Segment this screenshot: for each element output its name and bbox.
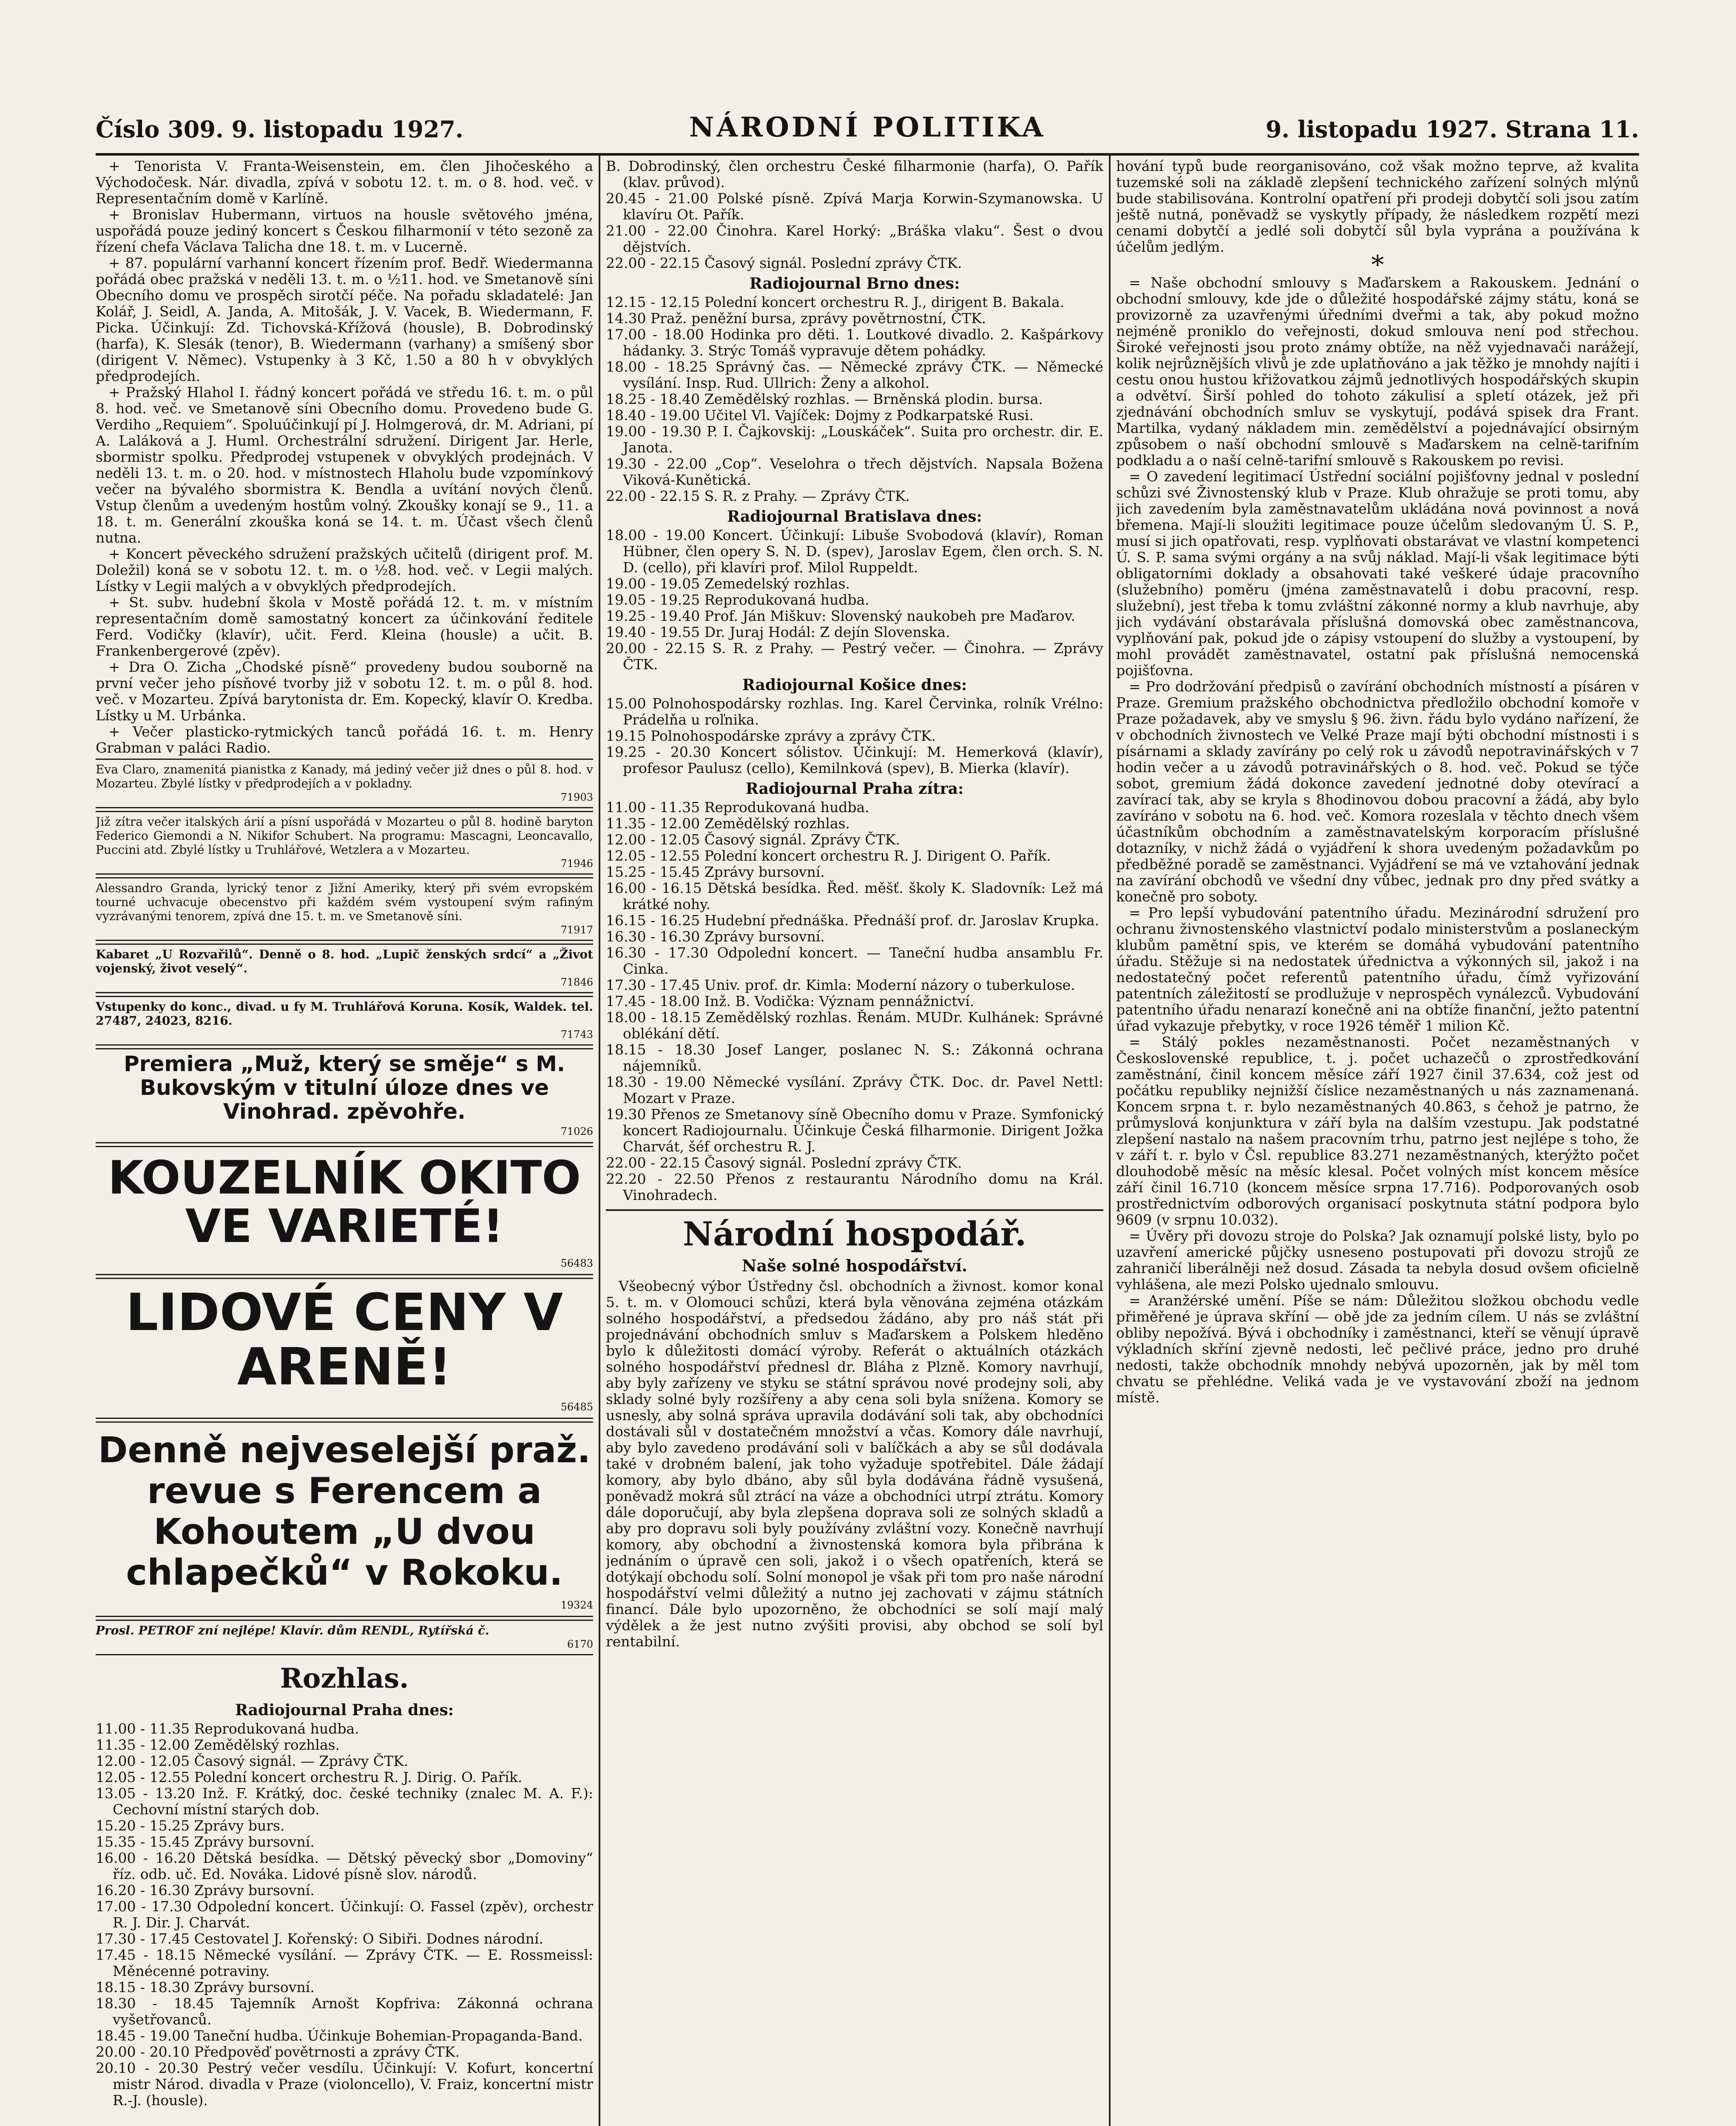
radio-schedule: 18.00 - 19.00 Koncert. Účinkují: Libuše Svobodová (klavír), Roman Hübner, člen opery S. N. D. (spev), Jaroslav Egem, člen orch. S. N. D. (cello), při klavíri prof. Milol Ruppeldt. 19.00 - 19.05 Zemedelský rozhlas. 19.05 - 19.25 Reprodukovaná hudba. 19.25 - 19.40 Prof. Ján Miškuv: Slovenský naukobeh pre Maďarov. 19.40 - 19.55 Dr. Juraj Hodál: Z dejín Slovenska. 20.00 - 22.15 S. R. z Prahy. — Pestrý večer. — Činohra. — Zprávy ČTK. [606,527,1103,673]
advertisement-revue: Denně nejveselejší praž. revue s Ferencem a Kohoutem „U dvou chlapečků“ v Rokoku. 19324 [96,1421,593,1617]
masthead-rule [96,153,1639,156]
masthead [96,111,1639,154]
notice: + Bronislav Hubermann, virtuos na housle světového jména, uspořádá pouze jediný koncert s Českou filharmonií v této sezoně za řízení chefa Václava Talicha dne 18. t. m. v Lucerně. [96,206,593,255]
rozhlas-title: Rozhlas. [280,1663,409,1694]
advertisement: Eva Claro, znamenitá pianistka z Kanady, má jediný večer již dnes o půl 8. hod. v Mozarteu. Zbylé lístky v předprodejích a v pokladny. 71903 [96,759,593,808]
news-item: = Stálý pokles nezaměstnanosti. Počet nezaměstnaných v Československé republice, t. j. počet uchazečů o zprostředkování zaměstnání, činil koncem měsíce září 1927 činil 37.634, což jest od počátku republiky nejnižší číslice nezaměstnaných u nás zaznamenaná. Koncem srpna t. r. bylo nezaměstnaných 40.863, s čehož je patrno, že průmyslová konjunktura v září byla na dalším vzestupu. Jak podstatné zlepšení nastalo na našem pracovním trhu, patrno jest nejlépe s toho, že v září t. r. bylo v Čsl. republice 83.271 nezaměstnaných, kterýžto počet dlouhodobě měsíc na měsíc klesal. Počet volných míst koncem měsíce září činil 16.710 (koncem měsíce srpna 17.716). Podporovaných osob prostřednictvím odborových organisací poskytnuta státní podpora bylo 9609 (v srpnu 10.032). [1116,1034,1639,1228]
radio-heading: Radiojournal Bratislava dnes: [727,508,982,526]
notice: + Tenorista V. Franta-Weisenstein, em. člen Jihočeského a Východočesk. Nár. divadla, zpívá v sobotu 12. t. m. o 8. hod. več. v Representačním domě v Karlíně. [96,158,593,207]
advertisement: Již zítra večer italských árií a písní uspořádá v Mozarteu o půl 8. hodině baryton Federico Giemondi a N. Nikifor Schubert. Na programu: Mascagni, Leoncavallo, Puccini atd. Zbylé lístky u Truhlářové, Wetzlera a v Mozarteu. 71946 [96,811,593,875]
radio-schedule: 11.00 - 11.35 Reprodukovaná hudba. 11.35 - 12.00 Zemědělský rozhlas. 12.00 - 12.05 Časový signál. — Zprávy ČTK. 12.05 - 12.55 Polední koncert orchestru R. J. Dirig. O. Pařík. 13.05 - 13.20 Inž. F. Krátký, doc. české techniky (znalec M. A. F.): Cechovní místní starých dob. 15.20 - 15.25 Zprávy burs. 15.35 - 15.45 Zprávy bursovní. 16.00 - 16.20 Dětská besídka. — Dětský pěvecký sbor „Domoviny“ říz. odb. uč. Ed. Nováka. Lidové písně slov. národů. 16.20 - 16.30 Zprávy bursovní. 17.00 - 17.30 Odpolední koncert. Účinkují: O. Fassel (zpěv), orchestr R. J. Dir. J. Charvát. 17.30 - 17.45 Cestovatel J. Kořenský: O Sibiři. Dodnes národní. 17.45 - 18.15 Německé vysílání. — Zprávy ČTK. — E. Rossmeissl: Měnécenné potraviny. 18.15 - 18.30 Zprávy bursovní. 18.30 - 18.45 Tajemník Arnošt Kopfriva: Zákonná ochrana vyšetřovanců. 18.45 - 19.00 Taneční hudba. Účinkuje Bohemian-Propaganda-Band. 20.00 - 20.10 Předpověď povětrnosti a zprávy ČTK. 20.10 - 20.30 Pestrý večer vesdílu. Účinkují: V. Kofurt, koncertní mistr Národ. divadla v Praze (violoncello), V. Fraiz, koncertní mistr R.-J. (housle). [96,1720,593,2109]
column-1 [96,158,593,2126]
section-rule [606,1209,1103,1211]
advertisement-lidove-ceny: LIDOVÉ CENY V ARENĚ! 56485 [96,1278,593,1419]
article-body: Všeobecný výbor Ústředny čsl. obchodních a živnost. komor konal 5. t. m. v Olomouci schůzi, která byla věnována zejména otázkám solného hospodářství, a předsedou žádáno, aby pro náš stát při projednávání obchodních smluv s Maďarskem a Polskem hleděno bylo k důležitosti domácí výroby. Referát o aktuálních otázkách solného hospodářství přednesl dr. Bláha z Plzně. Komory navrhují, aby byly zařízeny ve styku se státní správou nové prodejny soli, aby sklady solné byly rozšířeny a aby cena soli byla snížena. Komory se usnesly, aby solná správa upravila dodávání soli tak, aby obchodníci dostávali sůl v dostatečném množství a včas. Komory dále navrhují, aby bylo zavedeno prodávání soli v balíčkách a aby se sůl dodávala také v drobném balení, jak toho vyžaduje spotřebitel. Dále žádají komory, aby bylo dbáno, aby sůl byla dodávána řádně vysušená, poněvadž mokrá sůl ztrácí na váze a obchodníci utrpí ztrátu. Komory dále doporučují, aby byla zlepšena doprava soli ze solných skladů a aby pro dopravu soli byly používány zvláštní vozy. Konečně navrhují komory, aby obchodní a živnostenská komora byla přibrána k jednáním o úpravě cen soli, jakož i o všech opatřeních, která se dotýkají obchodu solí. Solní monopol je však při tom pro naše národní hospodářství velmi důležitý a nutno jej zachovati v zájmu státních financí. Dále bylo upozorněno, že obchodníci se solí mají malý výdělek a že jest nutno zvýšiti provisi, aby obchod se solí byl rentabilní. [606,1278,1103,1650]
section-title: Národní hospodář. [682,1215,1027,1253]
radio-heading: Radiojournal Brno dnes: [749,275,960,293]
news-item: = Pro dodržování předpisů o zavírání obchodních místností a písáren v Praze. Gremium pražského obchodnictva předložilo obchodní komoře v Praze požadavek, aby ve smyslu § 96. živn. řádu bylo vydáno nařízení, že v obchodních živnostech ve Velké Praze mají býti obchodní místnosti i s písárnami a sklady zavírány po celý rok u závodů nepotravinářských v 7 hodin večer a u závodů potravinářských o 8. hod. več. Pokud se týče sobot, gremium žádá dokonce zavedení jednotné doby otevírací a zavírací tak, aby se kryla s 8hodinovou dobou pracovní a žádá, aby bylo zavíráno v sobotu na 6. hod. več. Komora rozeslala v těchto dnech všem účastníkům obchodním a zaměstnavatelským korporacím příslušné dotazníky, v nichž žádá o vyjádření k shora uvedeným požadavkům po předběžné poradě se zaměstnanci. Vyjádření se má ve vztahování jednak na zavírání obchodů ve všední dny vůbec, jednak pro dny před svátky a konečně pro soboty. [1116,678,1639,905]
notice: + Večer plasticko-rytmických tanců pořádá 16. t. m. Henry Grabman v paláci Radio. [96,723,593,756]
news-item: = Pro lepší vybudování patentního úřadu. Mezinárodní sdružení pro ochranu živnostenského vlastnictví podalo ministerstvům a poslaneckým klubům pamětní spis, ve kterém se domáhá vybudování patentního úřadu. Stěžuje si na nedostatek úřednictva a výkonných sil, jakož i na nedostatečný počet referentů patentního úřadu, čímž vyřizování patentních záležitostí se prodlužuje v neprospěch vynálezců. Vybudování patentního úřadu nenarazí konečně ani na obtíže finanční, ježto patentní úřad vykazuje přebytky, v roce 1926 téměř 1 milion Kč. [1116,904,1639,1034]
notice: + St. subv. hudební škola v Mostě pořádá 12. t. m. v místním representačním domě samostatný koncert za účinkování ředitele Ferd. Vodičky (klavír), učit. Ferd. Kleina (housle) a učit. B. Frankenbergerové (zpěv). [96,594,593,659]
notice: + 87. populární varhanní koncert řízením prof. Bedř. Wiedermanna pořádá obec pražská v neděli 13. t. m. o ½11. hod. ve Smetanově síni Obecního domu ve prospěch sirotčí péče. Na pořadu skladatelé: Jan Kolář, J. Seidl, A. Janda, A. Mitošák, J. V. Vacek, B. Wiedermann, F. Picka. Účinkují: Zd. Tichovská-Křížová (housle), B. Dobrodinský (harfa), K. Slesák (tenor), B. Wiedermann (varhany) a smíšený sbor (dirigent V. Němec). Vstupenky à 3 Kč, 1.50 a 80 h v obvyklých předprodejích. [96,255,593,384]
column-3 [1116,158,1639,2126]
radio-heading: Radiojournal Praha zítra: [745,780,964,798]
column-2 [606,158,1103,2126]
notice: + Pražský Hlahol I. řádný koncert pořádá ve středu 16. t. m. o půl 8. hod. več. ve Smetanově síni Obecního domu. Provedeno bude G. Verdiho „Requiem“. Spoluúčinkují pí J. Holmgerová, dr. M. Adriani, pí A. Laláková a J. Huml. Orchestrální sdružení. Dirigent Jar. Herle, sbormistr spolku. Předprodej vstupenek v obvyklých prodejnách. V neděli 13. t. m. o 20. hod. v místnostech Hlaholu bude vzpomínkový večer na bývalého sbormistra K. Bendla a uvítání nových členů. Vstup členům a uvedeným hostům volný. Zkoušky konají se 9., 11. a 18. t. m. Generální zkouška koná se 14. t. m. Účast všech členů nutna. [96,384,593,546]
newspaper-title: NÁRODNÍ POLITIKA [689,111,1046,143]
radio-heading: Radiojournal Košice dnes: [742,676,967,694]
date-page-number: 9. listopadu 1927. Strana 11. [1265,116,1639,143]
article-title: Naše solné hospodářství. [742,1256,968,1275]
advertisement: Alessandro Granda, lyrický tenor z Jižní Ameriky, který při svém evropském tourné uchvacuje obecenstvo při každém svém vystoupení svým rafiným vyzrávanými tenorem, zpívá dne 15. t. m. ve Smetanově síni. 71917 [96,877,593,941]
news-item: = Naše obchodní smlouvy s Maďarskem a Rakouskem. Jednání o obchodní smlouvy, kde jde o důležité hospodářské zájmy státu, koná se provizorně za uzavřenými úředními dveřmi a tak, aby pokud možno nejméně proniklo do veřejnosti, dokud smlouva není pod střechou. Široké veřejnosti jsou proto známy obtíže, na něž vyjednavači narážejí, kolik nejrůznějších vlivů je zde uplatňováno a jak těžko je mnohdy najíti i cestu onou hustou křižovatkou zájmů jednotlivých hospodářských skupin a odvětví. Širší pohled do tohoto zákulisí a spletí otázek, jež při zjednávání obchodních smluv se vyskytují, podává spisek dra Frant. Martilka, vydaný nákladem min. zemědělství a pojednávající obsirným způsobem o naší obchodní smlouvě s Maďarskem na celně-tarifním podkladu a o naší celně-tarifní smlouvě s Rakouskem po revisi. [1116,274,1639,469]
column-divider [599,156,600,2126]
notice: + Koncert pěveckého sdružení pražských učitelů (dirigent prof. M. Doležil) koná se v sobotu 12. t. m. o ½8. hod. več. v Legii malých. Lístky v Legii malých a v obvyklých předprodejích. [96,546,593,594]
notice: + Dra O. Zicha „Chodské písně“ provedeny budou souborně na první večer jeho písňové tvorby již v sobotu 12. t. m. o půl 8. hod. več. v Mozarteu. Zpívá barytonista dr. Em. Kopecký, klavír O. Kredba. Lístky u M. Urbánka. [96,659,593,724]
radio-schedule: 15.00 Polnohospodársky rozhlas. Ing. Karel Červinka, rolník Vrélno: Prádelňa u roľnika. 19.15 Polnohospodárske zprávy a zprávy ČTK. 19.25 - 20.30 Koncert sólistov. Účinkují: M. Hemerková (klavír), profesor Paulusz (cello), Kemilnková (spev), B. Mierka (klavír). [606,695,1103,776]
radio-heading: Radiojournal Praha dnes: [235,1701,454,1719]
radio-schedule: 11.00 - 11.35 Reprodukovaná hudba. 11.35 - 12.00 Zemědělský rozhlas. 12.00 - 12.05 Časový signál. Zprávy ČTK. 12.05 - 12.55 Polední koncert orchestru R. J. Dirigent O. Pařík. 15.25 - 15.45 Zprávy bursovní. 16.00 - 16.15 Dětská besídka. Řed. měšť. školy K. Sladovník: Lež má krátké nohy. 16.15 - 16.25 Hudební přednáška. Přednáší prof. dr. Jaroslav Krupka. 16.30 - 16.30 Zprávy bursovní. 16.30 - 17.30 Odpolední koncert. — Taneční hudba ansamblu Fr. Cinka. 17.30 - 17.45 Univ. prof. dr. Kimla: Moderní názory o tuberkulose. 17.45 - 18.00 Inž. B. Vodička: Význam pennážnictví. 18.00 - 18.15 Zemědělský rozhlas. Řenám. MUDr. Kulhánek: Správné oblékání dětí. 18.15 - 18.30 Josef Langer, poslanec N. S.: Zákonná ochrana nájemníků. 18.30 - 19.00 Německé vysílání. Zprávy ČTK. Doc. dr. Pavel Nettl: Mozart v Praze. 19.30 Přenos ze Smetanovy síně Obecního domu v Praze. Symfonický koncert Radiojournalu. Účinkuje Česká filharmonie. Dirigent Jožka Charvát, šéf orchestru R. J. 22.00 - 22.15 Časový signál. Poslední zprávy ČTK. 22.20 - 22.50 Přenos z restaurantu Národního domu na Král. Vinohradech. [606,799,1103,1203]
separator-star: * [1371,250,1384,280]
column-divider [1109,156,1111,2126]
advertisement-okito: KOUZELNÍK OKITO VE VARIETÉ! 56483 [96,1146,593,1275]
news-item: = Aranžérské umění. Píše se nám: Důležitou složkou obchodu vedle přiměřené je úprava skříní — obě jde za jedním cílem. U nás se zvláštní obliby nepožívá. Bývá i obchodníky i zaměstnanci, kteří se věnují úpravě výkladních skříní zjevně nedosti, leč pečlivé práce, jedno pro druhé nedosti, takže obchodník mnohdy nebývá upozorněn, jak by měl tom chvatu se přehlédne. Veliká vada je ve vystavování zboží na jednom místě. [1116,1292,1639,1406]
article-continuation: hování typů bude reorganisováno, což však možno teprve, až kvalita tuzemské soli na základě zlepšení technického zařízení solných mlýnů bude stabilisována. Kontrolní opatření při prodeji dobytčí soli jsou zatím ještě nutná, poněvadž se vyskytly případy, že následkem rozpětí mezi cenami dobytčí a jedlé soli dobytčí sůl byla vyprána a používána k účelům jedlým. [1116,158,1639,255]
news-item: = Úvěry při dovozu stroje do Polska? Jak oznamují polské listy, bylo po uzavření americké půjčky usneseno postupovati při dovozu strojů ze zahraničí liberálněji než dosud. Zásada ta nebyla dosud ovšem oficielně vyhlášena, ale mezi Polsko ujednalo smlouvu. [1116,1228,1639,1293]
advertisement: Vstupenky do konc., divad. u fy M. Truhlářová Koruna. Kosík, Waldek. tel. 27487, 24023, 8216. 71743 [96,996,593,1046]
radio-schedule: 12.15 - 12.15 Polední koncert orchestru R. J., dirigent B. Bakala. 14.30 Praž. peněžní bursa, zprávy povětrnostní, ČTK. 17.00 - 18.00 Hodinka pro děti. 1. Loutkové divadlo. 2. Kašpárkovy hádanky. 3. Strýc Tomáš vypravuje dětem pohádky. 18.00 - 18.25 Správný čas. — Německé zprávy ČTK. — Německé vysílání. Insp. Rud. Ullrich: Ženy a alkohol. 18.25 - 18.40 Zemědělský rozhlas. — Brněnská plodin. bursa. 18.40 - 19.00 Učitel Vl. Vajíček: Dojmy z Podkarpatské Rusi. 19.00 - 19.30 P. I. Čajkovskij: „Louskáček“. Suita pro orchestr. dir. E. Janota. 19.30 - 22.00 „Cop“. Veselohra o třech dějstvích. Napsala Božena Viková-Kunětická. 22.00 - 22.15 S. R. z Prahy. — Zprávy ČTK. [606,294,1103,504]
advertisement-premiera: Premiera „Muž, který se směje“ s M. Bukovským v titulní úloze dnes ve Vinohrad. zpěvohře. 71026 [96,1048,593,1143]
radio-schedule: B. Dobrodinský, člen orchestru České filharmonie (harfa), O. Pařík (klav. průvod). 20.45 - 21.00 Polské písně. Zpívá Marja Korwin-Szymanowska. U klavíru Ot. Pařík. 21.00 - 22.00 Činohra. Karel Horký: „Bráška vlaku“. Šest o dvou dějstvích. 22.00 - 22.15 Časový signál. Poslední zprávy ČTK. [606,158,1103,271]
advertisement-petrof: Prosl. PETROF zní nejlépe! Klavír. dům RENDL, Rytířská č. 6170 [96,1620,593,1655]
advertisement: Kabaret „U Rozvařilů“. Denně o 8. hod. „Lupič ženských srdcí“ a „Život vojenský, život veselý“. 71846 [96,944,593,993]
issue-number: Číslo 309. 9. listopadu 1927. [96,116,463,143]
news-item: = O zavedení legitimací Ústřední sociální pojišťovny jednal v poslední schůzi své Živnostenský klub v Praze. Klub ohražuje se proti tomu, aby jich zavedením byla zaměstnavatelům ukládána nová povinnost a nová břemena. Mají-li sloužiti legitimace pouze účelům sledovaným Ú. S. P., musí si jich opatřovati, resp. vyplňovati obstarávat ve vlastní kompetenci Ú. S. P. sama svými orgány a na svůj náklad. Mají-li však legitimace býti obligatorními doklady a obsahovati také veškeré údaje pracovního (služebního) poměru (jména zaměstnavatelů i dobu pracovní, resp. služební), jest třeba k tomu zvláštní zákonné normy a klub navrhuje, aby jich vydávání obstarávala příslušná domovská obec zaměstnancova, vyplňování pak, pokud jde o zápisy vstoupení do služby a vystoupení, by mohl provádět zaměstnavatel, ostatní pak příslušná nemocenská pojišťovna. [1116,468,1639,679]
